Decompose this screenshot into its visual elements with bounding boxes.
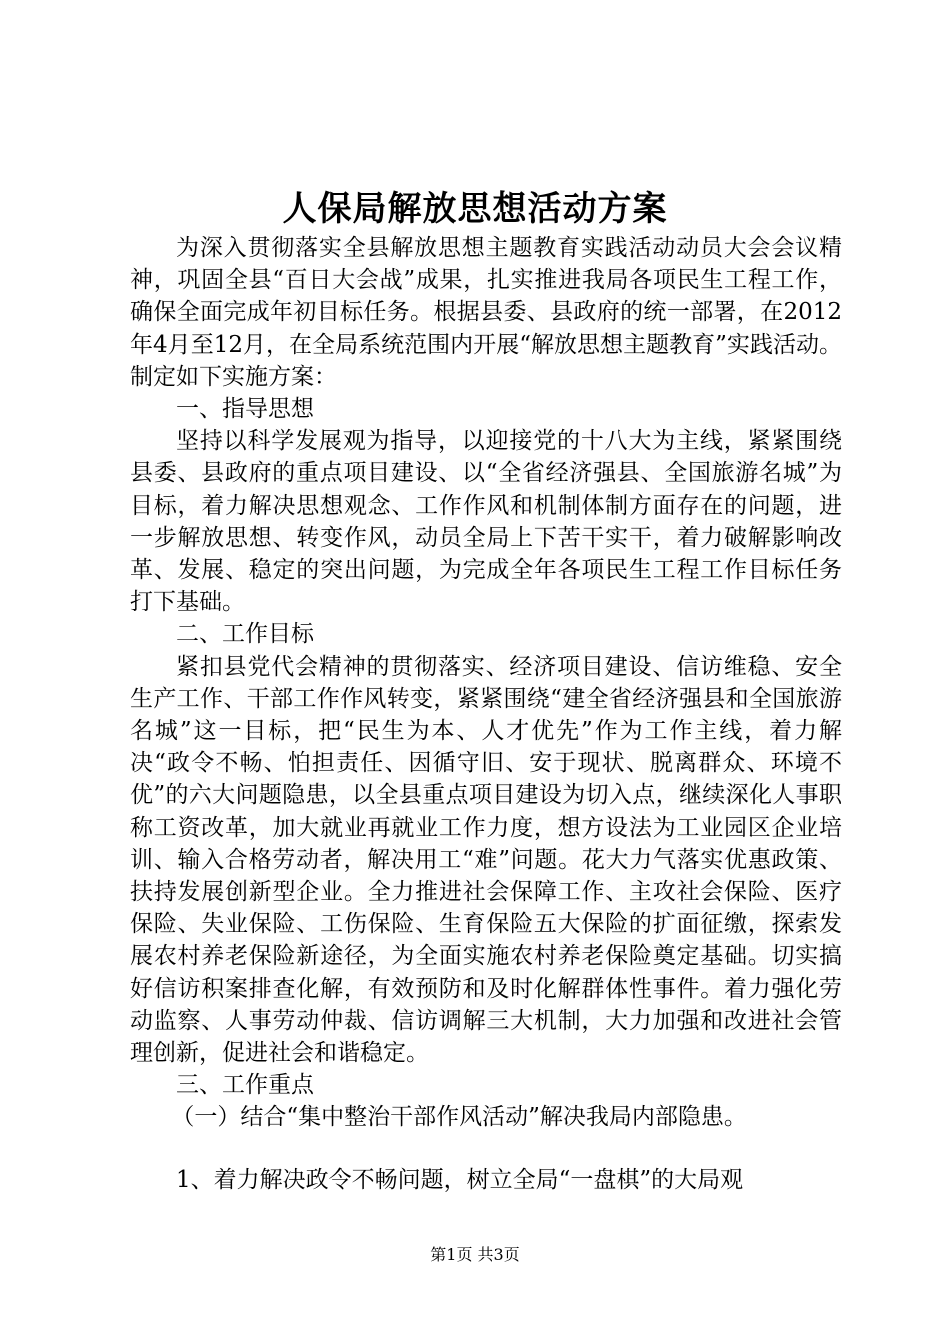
document-body <box>130 232 842 1196</box>
section-heading-work-focus: 三、工作重点 <box>176 1072 314 1099</box>
section-heading-guiding-ideology: 一、指导思想 <box>176 396 314 423</box>
section-heading-work-goals: 二、工作目标 <box>176 621 314 648</box>
guiding-ideology-paragraph: 坚持以科学发展观为指导，以迎接党的十八大为主线，紧紧围绕县委、县政府的重点项目建设、以“全省经济强县、全国旅游名城”为目标，着力解决思想观念、工作作风和机制体制方面存在的问题，进一步解放思想、转变作风，动员全局上下苦干实干，着力破解影响改革、发展、稳定的突出问题，为完成全年各项民生工程工作目标任务打下基础。 <box>130 428 842 616</box>
work-focus-subheading-1: （一）结合“集中整治干部作风活动”解决我局内部隐患。 <box>171 1104 747 1131</box>
work-goals-paragraph: 紧扣县党代会精神的贯彻落实、经济项目建设、信访维稳、安全生产工作、干部工作作风转变，紧紧围绕“建全省经济强县和全国旅游名城”这一目标，把“民生为本、人才优先”作为工作主线，着力解决“政令不畅、怕担责任、因循守旧、安于现状、脱离群众、环境不优”的六大问题隐患，以全县重点项目建设为切入点，继续深化人事职称工资改革，加大就业再就业工作力度，想方设法为工业园区企业培训、输入合格劳动者，解决用工“难”问题。花大力气落实优惠政策、扶持发展创新型企业。全力推进社会保障工作、主攻社会保险、医疗保险、失业保险、工伤保险、生育保险五大保险的扩面征缴，探索发展农村养老保险新途径，为全面实施农村养老保险奠定基础。切实搞好信访积案排查化解，有效预防和及时化解群体性事件。着力强化劳动监察、人事劳动仲裁、信访调解三大机制，大力加强和改进社会管理创新，促进社会和谐稳定。 <box>130 653 842 1067</box>
document-title: 人保局解放思想活动方案 <box>282 189 668 229</box>
page-number-footer: 第1页 共3页 <box>430 1245 520 1264</box>
intro-paragraph: 为深入贯彻落实全县解放思想主题教育实践活动动员大会会议精神，巩固全县“百日大会战”成果，扎实推进我局各项民生工程工作，确保全面完成年初目标任务。根据县委、县政府的统一部署，在2012年4月至12月，在全局系统范围内开展“解放思想主题教育”实践活动。制定如下实施方案： <box>130 235 842 390</box>
work-focus-item-1: 1、着力解决政令不畅问题，树立全局“一盘棋”的大局观 <box>176 1166 744 1193</box>
